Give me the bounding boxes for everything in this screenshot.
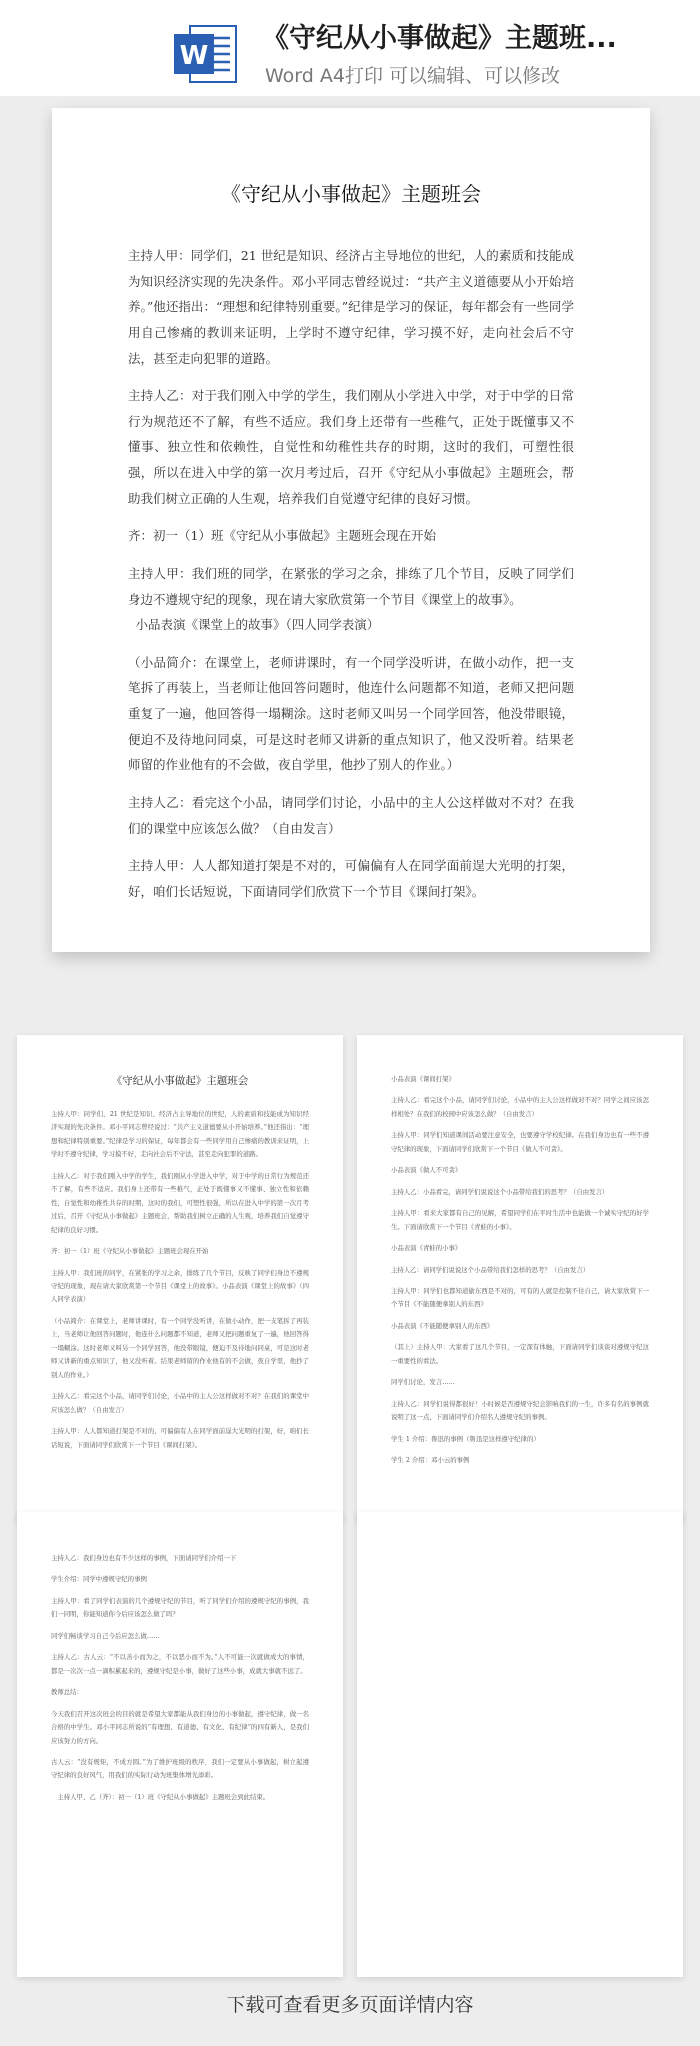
document-title: 《守纪从小事做起》主题班... (262, 23, 617, 54)
main-page-preview (52, 108, 650, 952)
thumbnail-paragraph: 今天我们召开这次班会的目的就是希望大家都能从我们身边的小事做起，遵守纪律，做一名合格的中学生。邓小平同志所说的“有理想、有道德、有文化、有纪律”的四有新人，是我们应该努力的方向。 (51, 1709, 309, 1745)
page-thumbnail-2[interactable] (357, 1035, 683, 1522)
thumbnail-paragraph: 主持人乙：看完这个小品，请同学们讨论，小品中的主人公这样做对不对？同学之间应该怎样相处？在我们的校园中应该怎么做？（自由发言） (391, 1096, 649, 1118)
thumbnail-paragraph: 学生 2 介绍：邓小云的事例 (391, 1456, 470, 1465)
thumbnail-paragraph: 主持人乙：请同学们说说这个小品带给我们怎样的思考？（自由发言） (391, 1265, 590, 1274)
paragraph: 主持人乙：看完这个小品，请同学们讨论，小品中的主人公这样做对不对？在我们的课堂中应该怎么做？（自由发言） (128, 794, 574, 836)
thumbnail-paragraph: 主持人甲：同学们知道课间活动要注意安全，也要遵守学校纪律。在我们身边也有一些不遵守纪律的现象，下面请同学们欣赏下一个节目《做人不可贪》。 (391, 1131, 649, 1153)
document-subtitle: Word A4打印 可以编辑、可以修改 (265, 65, 561, 87)
thumbnail-paragraph: 主持人甲：我们班的同学，在紧张的学习之余，排练了几个节目，反映了同学们身边不遵规守纪的现象，现在请大家欣赏第一个节目《课堂上的故事》。小品表演《课堂上的故事》（四人同学表演） (51, 1268, 309, 1304)
page-thumbnail-1[interactable] (17, 1035, 343, 1522)
paragraph: 主持人乙：对于我们刚入中学的学生，我们刚从小学进入中学，对于中学的日常行为规范还不了解，有些不适应。我们身上还带有一些稚气，正处于既懂事又不懂事、独立性和依赖性，自觉性和幼稚性共存的时期，这时的我们，可塑性很强，所以在进入中学的第一次月考过后，召开《守纪从小事做起》主题班会，帮助我们树立正确的人生观，培养我们自觉遵守纪律的良好习惯。 (128, 388, 574, 506)
download-more-link[interactable]: 下载可查看更多页面详情内容 (226, 1994, 474, 2016)
thumbnail-paragraph: 主持人乙：小品看完，请同学们说说这个小品带给我们的思考？（自由发言） (391, 1187, 609, 1196)
thumbnail-paragraph: 小品表演《不能随便拿别人的东西》 (391, 1321, 494, 1330)
word-doc-icon (172, 20, 240, 88)
thumbnail-paragraph: 主持人甲：人人都知道打架是不对的，可偏偏有人在同学面前逞大光明的打架，好，咱们长话短说，下面请同学们欣赏下一个节目《课间打架》。 (51, 1427, 309, 1449)
thumbnail-title: 《守纪从小事做起》主题班会 (111, 1075, 249, 1087)
thumbnail-paragraph: 主持人甲、乙（齐）：初一（1）班《守纪从小事做起》主题班会到此结束。 (57, 1792, 270, 1801)
thumbnail-paragraph: 主持人乙：对于我们刚入中学的学生，我们刚从小学进入中学，对于中学的日常行为规范还不了解，有些不适应。我们身上还带有一些稚气，正处于既懂事又不懂事、独立性和依赖性，自觉性和幼稚性共存的时期，这时的我们，可塑性很强，所以在进入中学的第一次月考过后，召开《守纪从小事做起》主题班会，帮助我们树立正确的人生观，培养我们自觉遵守纪律的良好习惯。 (51, 1171, 309, 1234)
thumbnail-paragraph: 齐：初一（1）班《守纪从小事做起》主题班会现在开始 (51, 1247, 209, 1256)
paragraph: 齐：初一（1）班《守纪从小事做起》主题班会现在开始 (128, 528, 436, 544)
thumbnail-paragraph: 古人云：“没有规矩，不成方圆。”为了维护班级的秩序，我们一定要从小事做起，树立起遵守纪律的良好风气，用我们的实际行动为班集体增光添彩。 (51, 1757, 309, 1780)
header (0, 0, 700, 96)
thumbnail-paragraph: （其上）主持人甲：大家看了这几个节目，一定深有体触，下面请同学们谈谈对遵规守纪这一重要性的看法。 (391, 1343, 649, 1365)
word-icon-letter: W (179, 41, 209, 71)
thumbnail-paragraph: 学生介绍：同学中遵规守纪的事例 (51, 1575, 147, 1584)
thumbnail-paragraph: 同学们讨论，发言…… (391, 1378, 455, 1387)
thumbnail-paragraph: 主持人乙：我们身边也有不少这样的事例，下面请同学们介绍一下 (51, 1554, 237, 1562)
page-thumbnail-3[interactable] (17, 1512, 343, 1977)
thumbnail-paragraph: 主持人甲：看来大家都有自己的见解，希望同学们在平时生活中也能做一个诚实守纪的好学生。下面请欣赏下一个节目《青蛙的小事》。 (391, 1209, 649, 1231)
thumbnail-paragraph: 主持人乙：同学们说得都很好！小时候是否遵规守纪会影响我们的一生，许多有名的事例就说明了这一点，下面请同学们介绍名人遵规守纪的事例。 (391, 1399, 649, 1422)
thumbnail-paragraph: 小品表演《青蛙的小事》 (391, 1244, 462, 1253)
thumbnail-paragraph: 小品表演《课间打架》 (391, 1075, 455, 1083)
paragraph: 主持人甲：同学们，21 世纪是知识、经济占主导地位的世纪，人的素质和技能成为知识经济实现的先决条件。邓小平同志曾经说过：“共产主义道德要从小开始培养。”他还指出：“理想和纪律特别重要。”纪律是学习的保证，每年都会有一些同学用自己惨痛的教训来证明，上学时不遵守纪律，学习摸不好，走向社会后不守法，甚至走向犯罪的道路。 (128, 248, 574, 366)
thumbnail-paragraph: 主持人乙：古人云：“不以善小而为之，不以恶小而不为。”人不可能一次就做成大的事情，都是一次次一点一滴积累起来的，遵规守纪是小事，做好了这些小事，成就大事就不远了。 (51, 1653, 309, 1675)
thumbnail-paragraph: （小品简介：在课堂上，老师讲课时，有一个同学没听讲，在做小动作，把一支笔拆了再装上，当老师让他回答问题时，他连什么问题都不知道，老师又把问题重复了一遍，他回答得一塌糊涂。这时老师又叫另一个同学回答，他没带眼镜，便迫不及待地问同桌，可是这时老师又讲新的重点知识了，他又没听着。结果老师留的作业他有的不会做，夜自学里，他抄了别人的作业。） (51, 1316, 309, 1379)
page-title: 《守纪从小事做起》主题班会 (221, 182, 481, 206)
thumbnail-paragraph: 学生 1 介绍：鲁迅的事例（鲁迅是这样遵守纪律的） (391, 1434, 540, 1443)
thumbnail-paragraph: 主持人甲：看了同学们表演的几个遵规守纪的节目，听了同学们介绍的遵规守纪的事例，我们一同明，你能知道你今后应该怎么做了吗？ (51, 1596, 309, 1619)
thumbnail-paragraph: 小品表演《做人不可贪》 (391, 1166, 462, 1175)
page-thumbnail-4[interactable] (357, 1512, 683, 1977)
paragraph: （小品简介：在课堂上，老师讲课时，有一个同学没听讲，在做小动作，把一支笔拆了再装上，当老师让他回答问题时，他连什么问题都不知道，老师又把问题重复了一遍，他回答得一塌糊涂。这时老师又叫另一个同学回答，他没带眼镜，便迫不及待地问同桌，可是这时老师又讲新的重点知识了，他又没听着。结果老师留的作业他有的不会做，夜自学里，他抄了别人的作业。） (128, 654, 574, 773)
thumbnail-paragraph: 同学们畅谈学习自己今后应怎么做…… (51, 1631, 160, 1640)
thumbnail-paragraph: 主持人甲：同学们，21 世纪是知识、经济占主导地位的世纪，人的素质和技能成为知识经济实现的先决条件。邓小平同志曾经说过：“共产主义道德要从小开始培养。”他还指出：“理想和纪律特别重要。”纪律是学习的保证，每年都会有一些同学用自己惨痛的教训来证明，上学时不遵守纪律，学习摸不好，走向社会后不守法，甚至走向犯罪的道路。 (51, 1110, 309, 1159)
paragraph: 主持人甲：人人都知道打架是不对的，可偏偏有人在同学面前逞大光明的打架，好，咱们长话短说，下面请同学们欣赏下一个节目《课间打架》。 (128, 858, 574, 899)
thumbnail-paragraph: 主持人甲：同学们也都知道偷东西是不对的，可有的人就是控制不住自己，请大家欣赏下一个节目《不能随便拿别人的东西》 (391, 1286, 649, 1309)
thumbnail-paragraph: 主持人乙：看完这个小品，请同学们讨论，小品中的主人公这样做对不对？在我们的课堂中应该怎么做？（自由发言） (51, 1392, 309, 1414)
paragraph: 小品表演《课堂上的故事》（四人同学表演） (135, 617, 380, 633)
paragraph: 主持人甲：我们班的同学，在紧张的学习之余，排练了几个节目，反映了同学们身边不遵规守纪的现象，现在请大家欣赏第一个节目《课堂上的故事》。 (128, 565, 574, 607)
thumbnail-paragraph: 教师总结： (51, 1688, 83, 1697)
